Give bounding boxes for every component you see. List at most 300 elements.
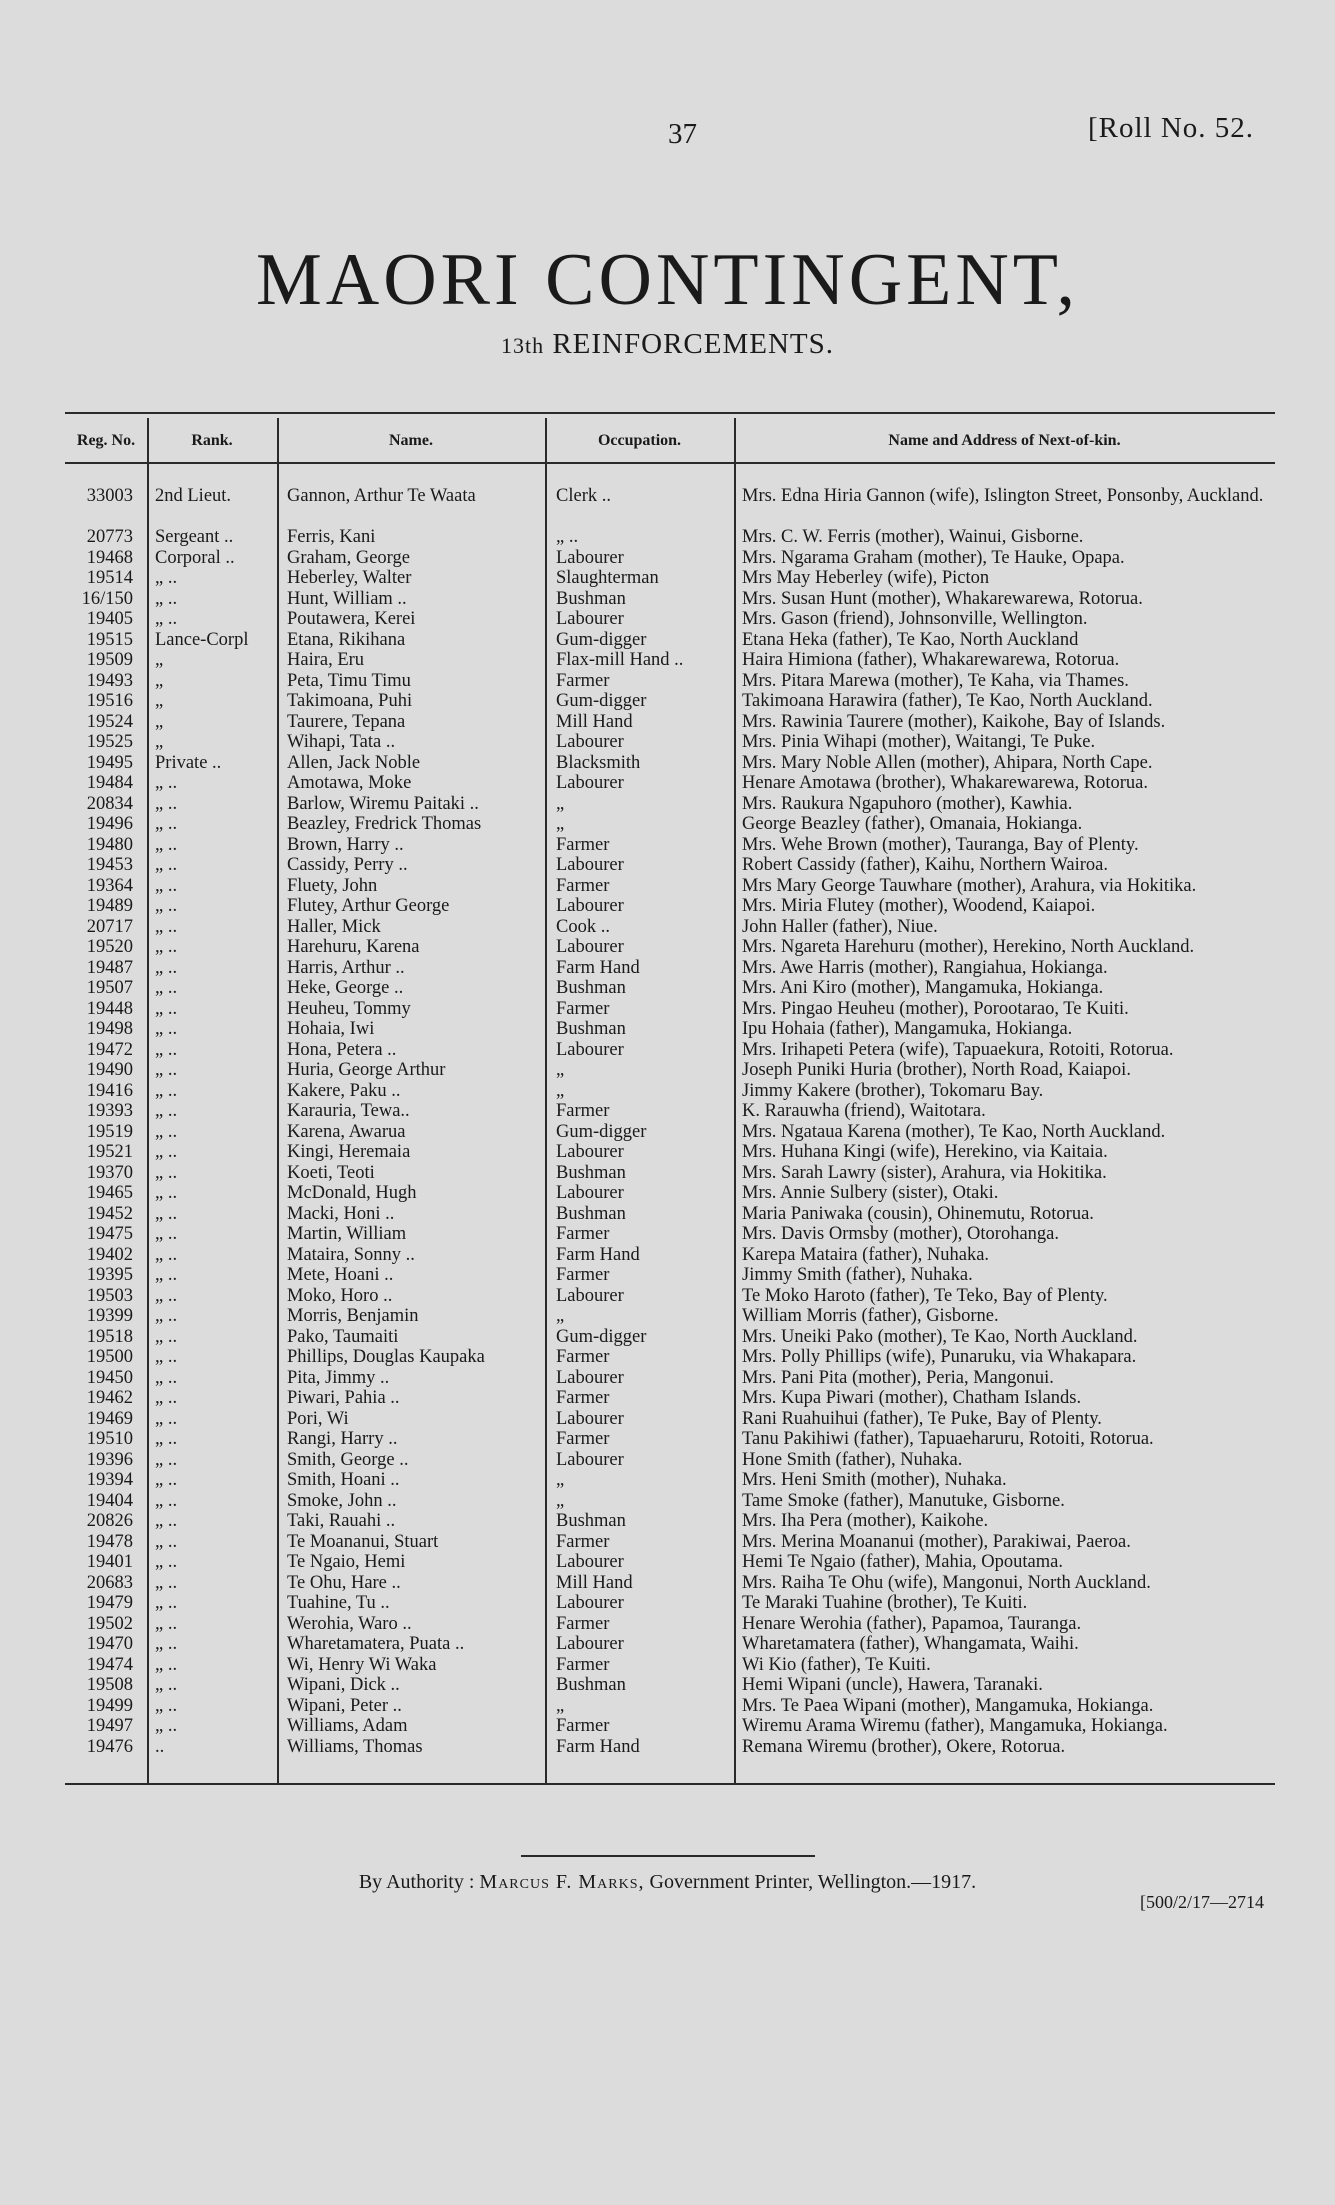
name-cell: Piwari, Pahia .. <box>287 1388 400 1408</box>
table-row <box>0 1306 1335 1327</box>
next-of-kin-cell: Mrs. Irihapeti Petera (wife), Tapuaekura, Rotoiti, Rotorua. <box>742 1039 1174 1060</box>
rank-cell: „ .. <box>155 1675 178 1695</box>
next-of-kin-cell: Remana Wiremu (brother), Okere, Rotorua. <box>742 1736 1066 1757</box>
rank-cell: „ .. <box>155 1634 178 1654</box>
occupation-cell: Slaughterman <box>556 568 659 588</box>
occupation-cell: „ <box>556 793 565 814</box>
occupation-cell: Labourer <box>556 547 624 568</box>
name-cell: Peta, Timu Timu <box>287 670 411 691</box>
rank-cell: „ .. <box>155 998 178 1019</box>
next-of-kin-cell: K. Rarauwha (friend), Waitotara. <box>742 1101 986 1121</box>
occupation-cell: Farmer <box>556 1224 610 1244</box>
rank-cell: „ .. <box>155 1285 178 1306</box>
occupation-cell: Farmer <box>556 1101 610 1121</box>
rank-cell: „ <box>155 732 164 752</box>
name-cell: Taurere, Tepana <box>287 711 406 732</box>
table-row <box>0 1573 1335 1594</box>
table-row <box>0 527 1335 548</box>
name-cell: Werohia, Waro .. <box>287 1613 412 1634</box>
name-cell: Taki, Rauahi .. <box>287 1511 396 1531</box>
occupation-cell: „ .. <box>556 527 579 547</box>
footer-authority-label: By Authority : <box>358 1871 475 1893</box>
reg-number-cell: 19496 <box>86 814 133 834</box>
next-of-kin-cell: Ipu Hohaia (father), Mangamuka, Hokianga. <box>742 1019 1073 1039</box>
occupation-cell: Bushman <box>556 978 626 998</box>
occupation-cell: Labourer <box>556 732 624 752</box>
rank-cell: „ .. <box>155 1470 178 1490</box>
name-cell: Smith, Hoani .. <box>287 1470 400 1490</box>
table-row <box>0 1265 1335 1286</box>
table-row <box>0 1142 1335 1163</box>
next-of-kin-cell: Mrs. Rawinia Taurere (mother), Kaikohe, Bay of Islands. <box>742 711 1166 732</box>
column-header-name: Name. <box>389 432 433 449</box>
next-of-kin-cell: Takimoana Harawira (father), Te Kao, North Auckland. <box>742 691 1153 711</box>
rank-cell: „ .. <box>155 916 178 937</box>
table-row <box>0 835 1335 856</box>
occupation-cell: Farmer <box>556 1613 610 1634</box>
occupation-cell: Farm Hand <box>556 1244 640 1265</box>
occupation-cell: Farmer <box>556 875 610 896</box>
footer-printer-name: Marcus F. Marks, <box>479 1871 645 1893</box>
rank-cell: „ .. <box>155 1326 178 1347</box>
reg-number-cell: 19497 <box>86 1716 133 1736</box>
rank-cell: „ .. <box>155 1121 178 1142</box>
table-row <box>0 753 1335 774</box>
rank-cell: „ .. <box>155 1019 178 1039</box>
name-cell: Wipani, Dick .. <box>287 1675 400 1695</box>
table-top-rule <box>65 412 1275 414</box>
name-cell: Te Ohu, Hare .. <box>287 1572 401 1593</box>
name-cell: Karauria, Tewa.. <box>287 1101 410 1121</box>
rank-cell: „ .. <box>155 1306 178 1326</box>
rank-cell: „ .. <box>155 1695 178 1716</box>
reg-number-cell: 19499 <box>86 1695 133 1716</box>
table-row <box>0 1183 1335 1204</box>
table-row <box>0 671 1335 692</box>
table-row <box>0 486 1335 527</box>
next-of-kin-cell: John Haller (father), Niue. <box>742 916 938 937</box>
reg-number-cell: 19472 <box>86 1039 133 1060</box>
subtitle-ordinal: 13th <box>500 333 545 358</box>
next-of-kin-cell: Mrs. Ngareta Harehuru (mother), Herekino, North Auckland. <box>742 937 1195 957</box>
rank-cell: „ .. <box>155 1490 178 1511</box>
next-of-kin-cell: Mrs. Raukura Ngapuhoro (mother), Kawhia. <box>742 793 1073 814</box>
occupation-cell: Farm Hand <box>556 957 640 978</box>
rank-cell: „ .. <box>155 937 178 957</box>
next-of-kin-cell: Mrs. Gason (friend), Johnsonville, Wellington. <box>742 609 1088 629</box>
name-cell: Smith, George .. <box>287 1449 409 1470</box>
table-row <box>0 1737 1335 1758</box>
reg-number-cell: 19508 <box>86 1675 133 1695</box>
name-cell: Wharetamatera, Puata .. <box>287 1634 465 1654</box>
next-of-kin-cell: Tame Smoke (father), Manutuke, Gisborne. <box>742 1490 1065 1511</box>
reg-number-cell: 19524 <box>86 711 133 732</box>
table-row <box>0 1675 1335 1696</box>
rank-cell: „ .. <box>155 773 178 793</box>
name-cell: Rangi, Harry .. <box>287 1429 398 1449</box>
occupation-cell: Bushman <box>556 1511 626 1531</box>
rank-cell: „ .. <box>155 1347 178 1367</box>
table-row <box>0 650 1335 671</box>
next-of-kin-cell: Mrs. Ani Kiro (mother), Mangamuka, Hokianga. <box>742 978 1104 998</box>
reg-number-cell: 19370 <box>86 1162 133 1183</box>
next-of-kin-cell: Wharetamatera (father), Whangamata, Waihi. <box>742 1634 1079 1654</box>
table-bottom-rule <box>65 1783 1275 1785</box>
table-row <box>0 958 1335 979</box>
name-cell: Heuheu, Tommy <box>287 998 411 1019</box>
name-cell: Flutey, Arthur George <box>287 896 450 916</box>
reg-number-cell: 19510 <box>86 1429 133 1449</box>
page-number: 37 <box>668 118 697 150</box>
table-row <box>0 1655 1335 1676</box>
reg-number-cell: 19395 <box>86 1265 133 1285</box>
rank-cell: „ .. <box>155 1716 178 1736</box>
table-row <box>0 1716 1335 1737</box>
name-cell: Pita, Jimmy .. <box>287 1367 390 1388</box>
table-row <box>0 794 1335 815</box>
column-header-rank: Rank. <box>191 432 233 449</box>
occupation-cell: Labourer <box>556 1183 624 1203</box>
reg-number-cell: 19475 <box>86 1224 133 1244</box>
occupation-cell: Mill Hand <box>556 1572 633 1593</box>
reg-number-cell: 19503 <box>86 1285 133 1306</box>
name-cell: Hohaia, Iwi <box>287 1019 375 1039</box>
next-of-kin-cell: Mrs. Pitara Marewa (mother), Te Kaha, via Thames. <box>742 670 1129 691</box>
reg-number-cell: 19474 <box>86 1654 133 1675</box>
reg-number-cell: 19525 <box>86 732 133 752</box>
name-cell: Wi, Henry Wi Waka <box>287 1654 437 1675</box>
occupation-cell: Bushman <box>556 1203 626 1224</box>
rank-cell: „ .. <box>155 1203 178 1224</box>
rank-cell: „ .. <box>155 1552 178 1572</box>
reg-number-cell: 19521 <box>86 1142 133 1162</box>
table-row <box>0 1347 1335 1368</box>
occupation-cell: „ <box>556 1060 565 1080</box>
next-of-kin-cell: Te Moko Haroto (father), Te Teko, Bay of Plenty. <box>742 1285 1108 1306</box>
reg-number-cell: 19515 <box>86 629 133 650</box>
table-row <box>0 1286 1335 1307</box>
rank-cell: „ .. <box>155 793 178 814</box>
rank-cell: „ .. <box>155 1265 178 1285</box>
rank-cell: „ .. <box>155 609 178 629</box>
name-cell: Smoke, John .. <box>287 1490 397 1511</box>
occupation-cell: Labourer <box>556 609 624 629</box>
table-row <box>0 1614 1335 1635</box>
next-of-kin-cell: William Morris (father), Gisborne. <box>742 1306 999 1326</box>
occupation-cell: Bushman <box>556 1162 626 1183</box>
rank-cell: „ .. <box>155 1142 178 1162</box>
rank-cell: Sergeant .. <box>155 527 234 547</box>
reg-number-cell: 19478 <box>86 1531 133 1552</box>
name-cell: Etana, Rikihana <box>287 629 406 650</box>
reg-number-cell: 19484 <box>86 773 133 793</box>
occupation-cell: Labourer <box>556 1408 624 1429</box>
occupation-cell: „ <box>556 1080 565 1101</box>
occupation-cell: „ <box>556 814 565 834</box>
footer-printer-details: Government Printer, Wellington.—1917. <box>649 1871 977 1893</box>
next-of-kin-cell: Mrs. Wehe Brown (mother), Tauranga, Bay of Plenty. <box>742 834 1139 855</box>
rank-cell: „ .. <box>155 834 178 855</box>
reg-number-cell: 19480 <box>86 834 133 855</box>
name-cell: Allen, Jack Noble <box>287 752 421 773</box>
next-of-kin-cell: Mrs. C. W. Ferris (mother), Wainui, Gisborne. <box>742 527 1084 547</box>
next-of-kin-cell: Mrs. Edna Hiria Gannon (wife), Islington Street, Ponsonby, Auckland. <box>742 486 1264 506</box>
reg-number-cell: 19507 <box>86 978 133 998</box>
table-row <box>0 691 1335 712</box>
name-cell: Te Ngaio, Hemi <box>287 1552 406 1572</box>
rank-cell: „ .. <box>155 1244 178 1265</box>
rank-cell: „ .. <box>155 1408 178 1429</box>
occupation-cell: Labourer <box>556 1552 624 1572</box>
column-header-occupation: Occupation. <box>597 432 682 449</box>
name-cell: Takimoana, Puhi <box>287 691 413 711</box>
rank-cell: „ .. <box>155 1367 178 1388</box>
rank-cell: „ <box>155 650 164 670</box>
name-cell: Huria, George Arthur <box>287 1060 446 1080</box>
next-of-kin-cell: Mrs. Iha Pera (mother), Kaikohe. <box>742 1511 989 1531</box>
next-of-kin-cell: Mrs. Polly Phillips (wife), Punaruku, via Whakapara. <box>742 1347 1137 1367</box>
occupation-cell: Flax-mill Hand .. <box>556 650 684 670</box>
next-of-kin-cell: Jimmy Smith (father), Nuhaka. <box>742 1265 973 1285</box>
reg-number-cell: 20773 <box>86 527 133 547</box>
column-header-reg: Reg. No. <box>76 432 136 449</box>
name-cell: Kakere, Paku .. <box>287 1080 401 1101</box>
rank-cell: „ .. <box>155 1224 178 1244</box>
next-of-kin-cell: Mrs. Heni Smith (mother), Nuhaka. <box>742 1470 1007 1490</box>
occupation-cell: Labourer <box>556 1285 624 1306</box>
occupation-cell: Farmer <box>556 1716 610 1736</box>
rank-cell: 2nd Lieut. <box>155 486 232 506</box>
next-of-kin-cell: Mrs. Pinia Wihapi (mother), Waitangi, Te Puke. <box>742 732 1096 752</box>
rank-cell: „ .. <box>155 1654 178 1675</box>
rank-cell: „ .. <box>155 1613 178 1634</box>
column-header-next-of-kin: Name and Address of Next-of-kin. <box>888 432 1121 449</box>
next-of-kin-cell: Joseph Puniki Huria (brother), North Road, Kaiapoi. <box>742 1060 1131 1080</box>
next-of-kin-cell: Wi Kio (father), Te Kuiti. <box>742 1654 931 1675</box>
table-row <box>0 917 1335 938</box>
name-cell: Pori, Wi <box>287 1408 349 1429</box>
table-row <box>0 548 1335 569</box>
rank-cell: „ .. <box>155 957 178 978</box>
reg-number-cell: 20683 <box>86 1572 133 1593</box>
reg-number-cell: 33003 <box>86 486 133 506</box>
next-of-kin-cell: Mrs. Pani Pita (mother), Peria, Mangonui. <box>742 1367 1054 1388</box>
rank-cell: „ .. <box>155 1572 178 1593</box>
occupation-cell: Labourer <box>556 1634 624 1654</box>
next-of-kin-cell: Mrs May Heberley (wife), Picton <box>742 568 990 588</box>
page-title: MAORI CONTINGENT, <box>256 239 1079 321</box>
occupation-cell: Labourer <box>556 937 624 957</box>
name-cell: Graham, George <box>287 547 410 568</box>
name-cell: Ferris, Kani <box>287 527 376 547</box>
next-of-kin-cell: Mrs. Merina Moananui (mother), Parakiwai, Paeroa. <box>742 1531 1131 1552</box>
table-row <box>0 589 1335 610</box>
table-row <box>0 568 1335 589</box>
reg-number-cell: 19469 <box>86 1408 133 1429</box>
reg-number-cell: 20826 <box>86 1511 133 1531</box>
next-of-kin-cell: Karepa Mataira (father), Nuhaka. <box>742 1244 990 1265</box>
reg-number-cell: 19500 <box>86 1347 133 1367</box>
table-row <box>0 1101 1335 1122</box>
page-subtitle <box>0 328 1335 361</box>
reg-number-cell: 19405 <box>86 609 133 629</box>
reg-number-cell: 19452 <box>86 1203 133 1224</box>
name-cell: Williams, Adam <box>287 1716 408 1736</box>
next-of-kin-cell: Maria Paniwaka (cousin), Ohinemutu, Rotorua. <box>742 1203 1094 1224</box>
next-of-kin-cell: Henare Werohia (father), Papamoa, Tauranga. <box>742 1613 1082 1634</box>
table-row <box>0 1224 1335 1245</box>
reg-number-cell: 19502 <box>86 1613 133 1634</box>
reg-number-cell: 19498 <box>86 1019 133 1039</box>
occupation-cell: „ <box>556 1695 565 1716</box>
occupation-cell: Labourer <box>556 1142 624 1162</box>
next-of-kin-cell: Mrs. Huhana Kingi (wife), Herekino, via Kaitaia. <box>742 1142 1108 1162</box>
name-cell: Barlow, Wiremu Paitaki .. <box>287 793 479 814</box>
reg-number-cell: 19519 <box>86 1121 133 1142</box>
rank-cell: „ .. <box>155 1039 178 1060</box>
occupation-cell: „ <box>556 1470 565 1490</box>
name-cell: Hona, Petera .. <box>287 1039 397 1060</box>
name-cell: Koeti, Teoti <box>287 1162 375 1183</box>
next-of-kin-cell: Hemi Te Ngaio (father), Mahia, Opoutama. <box>742 1552 1063 1572</box>
header-bottom-rule <box>65 462 1275 464</box>
rank-cell: „ .. <box>155 1511 178 1531</box>
reg-number-cell: 19490 <box>86 1060 133 1080</box>
occupation-cell: Gum-digger <box>556 691 647 711</box>
name-cell: Amotawa, Moke <box>287 773 412 793</box>
reg-number-cell: 19462 <box>86 1388 133 1408</box>
reg-number-cell: 19450 <box>86 1367 133 1388</box>
rank-cell: „ .. <box>155 875 178 896</box>
name-cell: Heke, George .. <box>287 978 404 998</box>
reg-number-cell: 20717 <box>86 916 133 937</box>
reg-number-cell: 16/150 <box>81 588 133 609</box>
occupation-cell: Farmer <box>556 1388 610 1408</box>
occupation-cell: Labourer <box>556 896 624 916</box>
table-row <box>0 1470 1335 1491</box>
reg-number-cell: 19448 <box>86 998 133 1019</box>
rank-cell: „ .. <box>155 855 178 875</box>
next-of-kin-cell: Tanu Pakihiwi (father), Tapuaeharuru, Rotoiti, Rotorua. <box>742 1429 1154 1449</box>
occupation-cell: Labourer <box>556 1367 624 1388</box>
reg-number-cell: 19516 <box>86 691 133 711</box>
occupation-cell: Cook .. <box>556 916 610 937</box>
next-of-kin-cell: Mrs. Davis Ormsby (mother), Otorohanga. <box>742 1224 1060 1244</box>
next-of-kin-cell: Etana Heka (father), Te Kao, North Auckland <box>742 629 1079 650</box>
table-row <box>0 1511 1335 1532</box>
next-of-kin-cell: Mrs. Sarah Lawry (sister), Arahura, via Hokitika. <box>742 1162 1107 1183</box>
table-row <box>0 1122 1335 1143</box>
next-of-kin-cell: Mrs. Miria Flutey (mother), Woodend, Kaiapoi. <box>742 896 1096 916</box>
occupation-cell: Gum-digger <box>556 1326 647 1347</box>
name-cell: Heberley, Walter <box>287 568 412 588</box>
name-cell: Martin, William <box>287 1224 407 1244</box>
occupation-cell: „ <box>556 1306 565 1326</box>
table-row <box>0 732 1335 753</box>
reg-number-cell: 19489 <box>86 896 133 916</box>
occupation-cell: Mill Hand <box>556 711 633 732</box>
occupation-cell: Farmer <box>556 834 610 855</box>
rank-cell: „ <box>155 711 164 732</box>
rank-cell: „ .. <box>155 1101 178 1121</box>
table-row <box>0 1696 1335 1717</box>
table-row <box>0 1368 1335 1389</box>
rank-cell: „ .. <box>155 568 178 588</box>
table-row <box>0 814 1335 835</box>
name-cell: Cassidy, Perry .. <box>287 855 408 875</box>
next-of-kin-cell: Hone Smith (father), Nuhaka. <box>742 1449 963 1470</box>
table-row <box>0 1593 1335 1614</box>
table-row <box>0 1019 1335 1040</box>
reg-number-cell: 19479 <box>86 1593 133 1613</box>
occupation-cell: Gum-digger <box>556 1121 647 1142</box>
rank-cell: Lance-Corpl <box>155 629 249 650</box>
occupation-cell: Labourer <box>556 773 624 793</box>
name-cell: Poutawera, Kerei <box>287 609 416 629</box>
footer-rule <box>521 1855 815 1857</box>
table-body <box>0 486 1335 1757</box>
next-of-kin-cell: George Beazley (father), Omanaia, Hokianga. <box>742 814 1083 834</box>
occupation-cell: Gum-digger <box>556 629 647 650</box>
next-of-kin-cell: Mrs. Te Paea Wipani (mother), Mangamuka, Hokianga. <box>742 1695 1154 1716</box>
rank-cell: „ .. <box>155 588 178 609</box>
name-cell: Williams, Thomas <box>287 1736 423 1757</box>
next-of-kin-cell: Mrs. Uneiki Pako (mother), Te Kao, North Auckland. <box>742 1326 1138 1347</box>
occupation-cell: Blacksmith <box>556 752 641 773</box>
rank-cell: „ .. <box>155 1593 178 1613</box>
table-row <box>0 1429 1335 1450</box>
table-row <box>0 1040 1335 1061</box>
table-row <box>0 1532 1335 1553</box>
rank-cell: „ .. <box>155 1162 178 1183</box>
name-cell: Moko, Horo .. <box>287 1285 393 1306</box>
reg-number-cell: 19476 <box>86 1736 133 1757</box>
name-cell: Tuahine, Tu .. <box>287 1593 390 1613</box>
occupation-cell: Farmer <box>556 1654 610 1675</box>
table-row <box>0 773 1335 794</box>
occupation-cell: Farmer <box>556 1429 610 1449</box>
name-cell: Harris, Arthur .. <box>287 957 405 978</box>
occupation-cell: Labourer <box>556 1449 624 1470</box>
table-row <box>0 999 1335 1020</box>
reg-number-cell: 19493 <box>86 670 133 691</box>
name-cell: Te Moananui, Stuart <box>287 1531 439 1552</box>
reg-number-cell: 19393 <box>86 1101 133 1121</box>
rank-cell: „ .. <box>155 1449 178 1470</box>
next-of-kin-cell: Mrs. Ngarama Graham (mother), Te Hauke, Opapa. <box>742 547 1125 568</box>
rank-cell: „ .. <box>155 978 178 998</box>
occupation-cell: Labourer <box>556 1593 624 1613</box>
reg-number-cell: 19401 <box>86 1552 133 1572</box>
reg-number-cell: 19394 <box>86 1470 133 1490</box>
rank-cell: „ .. <box>155 1388 178 1408</box>
next-of-kin-cell: Mrs. Raiha Te Ohu (wife), Mangonui, North Auckland. <box>742 1572 1151 1593</box>
table-row <box>0 1388 1335 1409</box>
next-of-kin-cell: Mrs. Mary Noble Allen (mother), Ahipara, North Cape. <box>742 752 1153 773</box>
reg-number-cell: 19470 <box>86 1634 133 1654</box>
next-of-kin-cell: Wiremu Arama Wiremu (father), Mangamuka, Hokianga. <box>742 1716 1168 1736</box>
table-row <box>0 1327 1335 1348</box>
reg-number-cell: 19453 <box>86 855 133 875</box>
occupation-cell: „ <box>556 1490 565 1511</box>
table-row <box>0 978 1335 999</box>
name-cell: Gannon, Arthur Te Waata <box>287 486 476 506</box>
table-row <box>0 1409 1335 1430</box>
table-row <box>0 1204 1335 1225</box>
occupation-cell: Farmer <box>556 1531 610 1552</box>
next-of-kin-cell: Mrs Mary George Tauwhare (mother), Arahura, via Hokitika. <box>742 875 1197 896</box>
next-of-kin-cell: Mrs. Susan Hunt (mother), Whakarewarewa, Rotorua. <box>742 588 1143 609</box>
